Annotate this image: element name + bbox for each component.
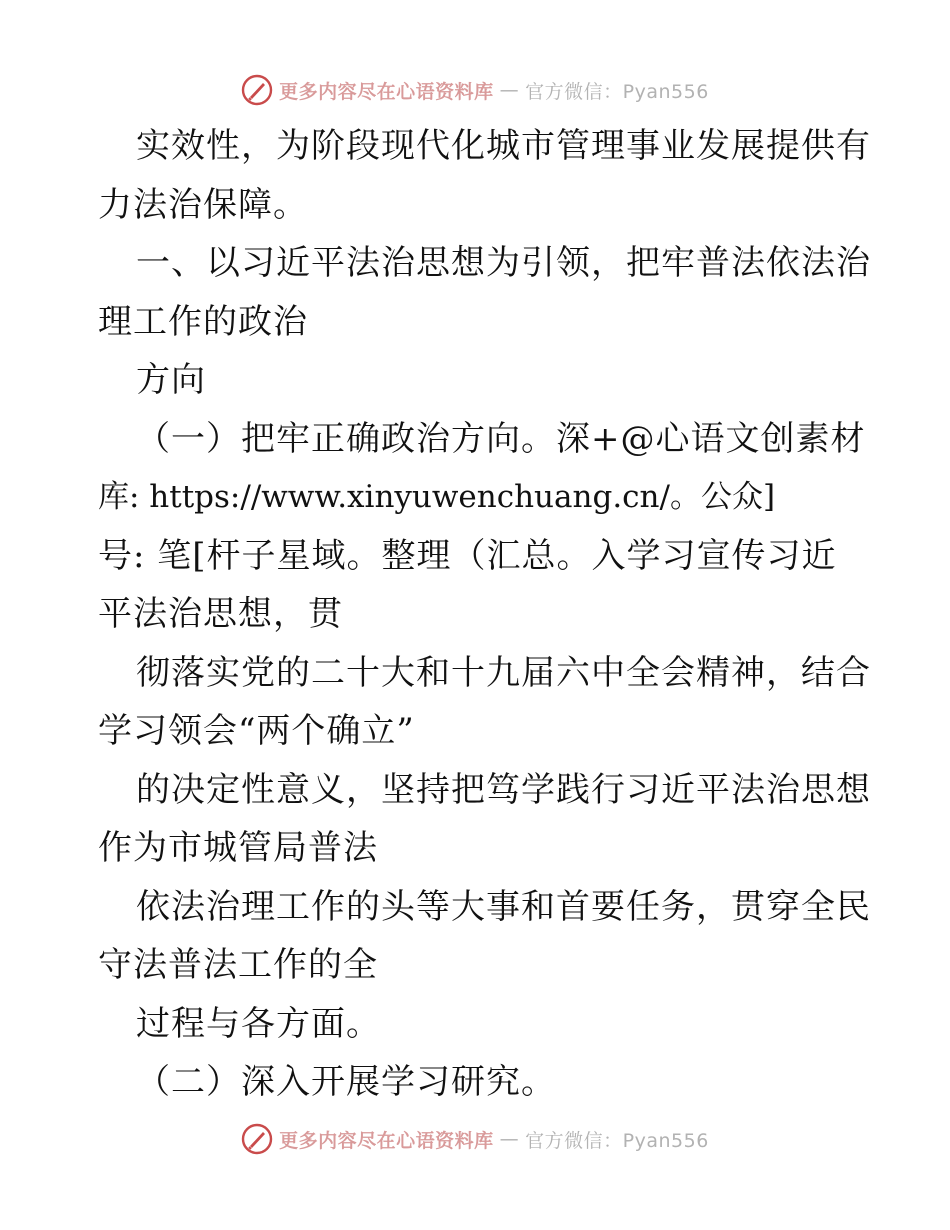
text-line: 的决定性意义，坚持把笃学践行习近平法治思想 [136, 769, 871, 810]
section-heading-continued: 方向 [136, 360, 206, 400]
document-body [98, 117, 871, 1112]
text-line: 依法治理工作的头等大事和首要任务，贯穿全民 [136, 886, 871, 927]
text-line: 学习领会“两个确立” [98, 711, 415, 751]
watermark-main-text: 更多内容尽在心语资料库 [279, 80, 494, 103]
watermark-main-text: 更多内容尽在心语资料库 [279, 1129, 494, 1152]
text-line: 作为市城管局普法 [98, 828, 378, 868]
text-line: 平法治思想，贯 [98, 594, 343, 634]
subsection-heading: （二）深入开展学习研究。 [136, 1062, 556, 1102]
watermark-wechat-text: 官方微信：Pyan556 [525, 1129, 709, 1152]
section-heading: 一、以习近平法治思想为引领，把牢普法依法治 [136, 243, 871, 283]
text-line: 彻落实党的二十大和十九届六中全会精神，结合 [136, 652, 871, 693]
text-line: 力法治保障。 [98, 184, 308, 225]
quill-logo-icon [241, 74, 273, 106]
watermark-wechat-text: 官方微信：Pyan556 [525, 80, 709, 103]
section-heading-continued: 理工作的政治 [98, 301, 308, 342]
footer-watermark [0, 1121, 950, 1157]
text-line: 号: 笔[杆子星域。整理（汇总。入学习宣传习近 [98, 535, 837, 576]
watermark-separator: — [499, 1128, 520, 1150]
text-line: 守法普法工作的全 [98, 945, 378, 985]
subsection-heading: （一）把牢正确政治方向。深+@心语文创素材 [136, 418, 866, 459]
header-watermark [0, 72, 950, 108]
quill-logo-icon [241, 1123, 273, 1155]
text-line: 过程与各方面。 [136, 1003, 381, 1044]
text-line: 实效性，为阶段现代化城市管理事业发展提供有 [136, 126, 871, 166]
text-line-with-url: 库: https://www.xinyuwenchuang.cn/。公众] [98, 479, 776, 515]
watermark-separator: — [499, 79, 520, 101]
